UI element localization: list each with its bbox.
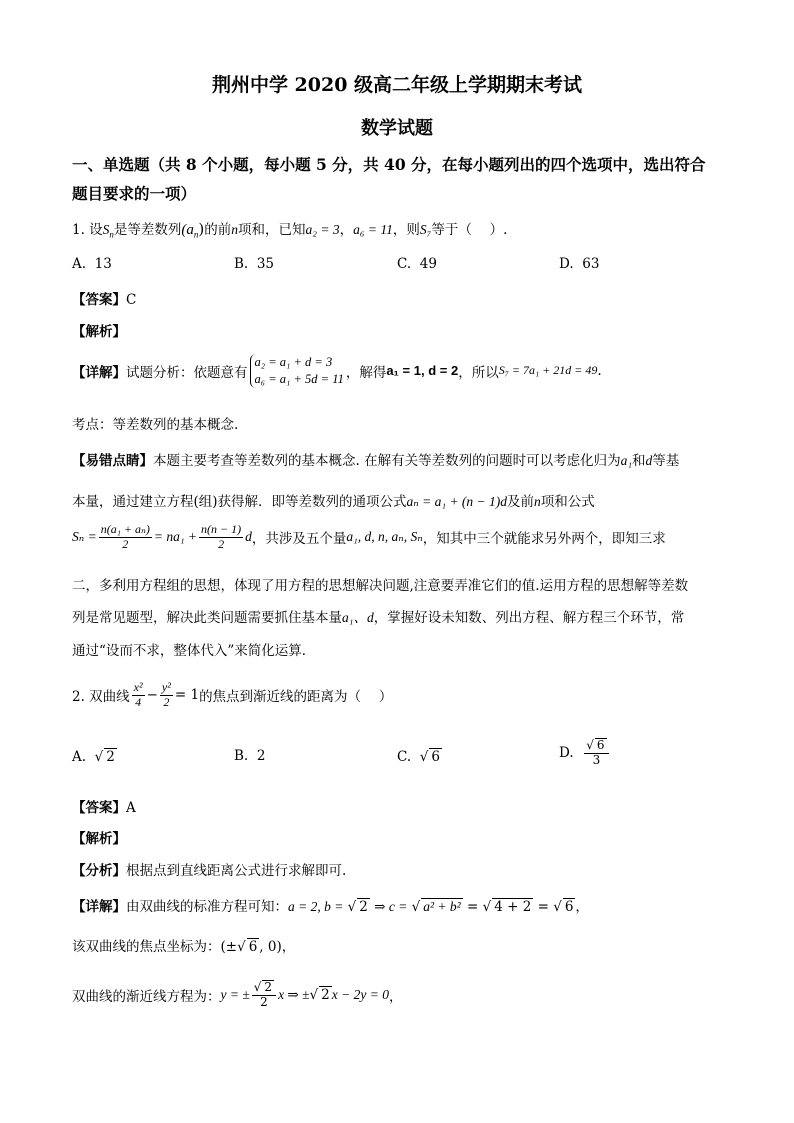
- q2-detail3-r: 2: [321, 987, 330, 1004]
- q1-error-l3-frac2-den: 2: [218, 536, 225, 551]
- q1-error-l2-n: n: [534, 494, 541, 509]
- q2-detail1-eq: =: [467, 899, 479, 915]
- q2-option-a: A. √ 2: [72, 749, 115, 765]
- q2-fenxi-text: 根据点到直线距离公式进行求解即可.: [126, 863, 347, 879]
- q2-fenxi: [72, 859, 346, 879]
- q2-analysis-tag: 【解析】: [72, 831, 126, 847]
- q1-option-a-text: 13: [94, 256, 112, 272]
- q2-detail3-end: ，: [388, 988, 403, 1005]
- q1-error-l5-pre: 列是常见题型，解决此类问题需要抓住基本量: [72, 610, 342, 626]
- q1-stem-mid2: 的前: [204, 222, 232, 238]
- q2-stem-end: 的焦点到渐近线的距离为（ ）: [199, 689, 393, 706]
- q1-detail-end: .: [597, 362, 602, 379]
- q2-eq-frac1-den: 4: [135, 694, 142, 709]
- q2-detail3-pre: 双曲线的渐近线方程为：: [72, 988, 221, 1005]
- q1-error-l5-end: ，掌握好设未知数、列出方程、解方程三个环节，常: [373, 610, 685, 626]
- q1-error-l3-sn: Sₙ =: [72, 529, 97, 545]
- q2-detail1-c: ⇒ c =: [374, 899, 408, 914]
- q1-error-l1-pre: 本题主要考查等差数列的基本概念. 在解有关等差数列的问题时可以考虑化归为: [153, 453, 621, 469]
- q1-error-l3-frac1-num: n(a₁ + aₙ): [100, 522, 150, 536]
- q2-detail1-end: ，: [575, 899, 589, 915]
- q2-detail-tag: 【详解】: [72, 899, 126, 915]
- q1-error-l2-pre: 本量，通过建立方程(组)获得解．即等差数列的通项公式: [72, 494, 407, 510]
- q1-option-c-text: 49: [419, 256, 437, 272]
- q1-option-b: [234, 256, 274, 272]
- q1-option-d-letter: D.: [559, 256, 574, 272]
- q2-detail1-b: 2: [359, 899, 368, 915]
- q1-error-l3-d: d: [245, 529, 252, 545]
- q2-detail2-pre: 该双曲线的焦点坐标为：: [72, 939, 221, 955]
- q1-cond2: a₆ = 11: [353, 222, 393, 237]
- q1-sn: S: [102, 222, 110, 237]
- q2-option-b: [234, 748, 265, 764]
- q1-error-l1-var2: d: [645, 453, 653, 468]
- q1-error-l3-end: ，知其中三个就能求另外两个，即知三求: [422, 531, 666, 548]
- q1-detail-mid2: ，所以: [458, 364, 499, 381]
- q2-option-c-letter: C.: [397, 749, 412, 765]
- q2-eq-frac1: [132, 681, 145, 710]
- q1-error-l3-mid: ，共涉及五个量: [251, 531, 347, 548]
- q1-error-line6: 通过“设而不求，整体代入”来简化运算．: [72, 643, 316, 659]
- q1-answer-value: C: [126, 292, 137, 308]
- q2-detail3-den: 2: [260, 994, 268, 1009]
- q1-error-line2: [72, 490, 595, 510]
- q1-seq-close: ): [198, 220, 205, 238]
- q1-stem-end: 等于（ ）.: [431, 222, 508, 238]
- q2-option-d: [559, 738, 611, 768]
- q1-error-tag: 【易错点睛】: [72, 453, 153, 469]
- q1-error-line3: [72, 523, 666, 552]
- q2-detail1-a: a = 2, b =: [288, 899, 344, 914]
- q1-error-l2-formula: aₙ = a₁ + (n − 1)d: [406, 494, 508, 509]
- q1-detail: [72, 354, 602, 388]
- q2-option-c-text: 6: [431, 749, 440, 765]
- q1-stem-mid1: 是等差数列: [113, 222, 182, 238]
- q1-sys-line1: a₂ = a₁ + d = 3: [254, 355, 333, 369]
- q1-error-l3-eq: = na₁ +: [153, 529, 198, 545]
- q2-eq-frac2: [160, 681, 173, 710]
- q1-option-c-letter: C.: [397, 256, 412, 272]
- q2-option-b-letter: B.: [234, 748, 249, 764]
- q1-detail-pre: 试题分析：依题意有: [126, 364, 248, 381]
- q1-detail-solution: a₁ = 1, d = 2: [386, 363, 459, 379]
- q2-detail3-rest: x − 2y = 0: [331, 986, 389, 1002]
- q2-detail1-eq2: =: [537, 899, 549, 915]
- q2-eq-frac1-num: x²: [133, 680, 143, 694]
- q1-error-l3-frac2: [199, 523, 243, 552]
- q1-error-l5-vars: a₁、d: [342, 610, 374, 625]
- q2-detail3-y: y = ±: [220, 986, 250, 1002]
- q1-seq-sub: n: [193, 229, 199, 240]
- q1-detail-tag: 【详解】: [72, 364, 126, 381]
- q2-detail2-close: , 0): [259, 939, 282, 955]
- q2-detail3-x: x ⇒ ±: [278, 986, 310, 1002]
- q2-detail-line1: 【详解】由双曲线的标准方程可知：a = 2, b = √ 2 ⇒ c = √ a² + b² = √ 4 + 2 = √ 6 ，: [72, 899, 589, 915]
- q1-stem-mid4: ，则: [392, 222, 420, 238]
- section-heading-line1: 一、单选题（共 8 个小题，每小题 5 分，共 40 分，在每小题列出的四个选项中，选出符合: [72, 155, 706, 174]
- q2-detail2-r: 6: [248, 939, 258, 955]
- q1-stem-mid3: 项和，已知: [238, 222, 306, 238]
- q2-option-a-letter: A.: [72, 749, 87, 765]
- q1-error-l1-end: 等基: [652, 453, 680, 469]
- q1-cond1: a₂ = 3: [305, 222, 340, 237]
- q1-error-line1: [72, 449, 679, 469]
- q2-detail3-frac: $\frac{√ 2}{2}$: [252, 980, 276, 1010]
- q1-error-l3-frac2-num: n(n − 1): [201, 522, 242, 536]
- q1-analysis-tag: 【解析】: [72, 324, 126, 340]
- q2-option-d-letter: D.: [559, 744, 574, 761]
- q1-answer-tag: 【答案】: [72, 292, 126, 308]
- q1-error-l3-frac1-den: 2: [122, 536, 129, 551]
- q1-error-l2-mid: 及前: [507, 494, 535, 510]
- q1-s7: S₇: [419, 222, 432, 237]
- q1-option-d-text: 63: [582, 256, 600, 272]
- q1-error-l1-var1: a₁: [620, 453, 633, 468]
- q2-detail1-r3: 6: [564, 899, 574, 915]
- q1-error-line4: 二，多利用方程组的思想，体现了用方程的思想解决问题,注意要弄准它们的值.运用方程的思想解等差数: [72, 578, 689, 594]
- q1-error-l2-end: 项和公式: [540, 494, 595, 510]
- q2-option-b-text: 2: [256, 748, 266, 764]
- q2-detail1-r2: 4 + 2: [494, 899, 532, 915]
- q2-eq-frac2-den: 2: [163, 694, 170, 709]
- q1-option-a: [72, 256, 112, 272]
- q1-stem-pre: 1. 设: [72, 222, 103, 238]
- q2-fenxi-tag: 【分析】: [72, 863, 126, 879]
- q1-option-c: [397, 256, 437, 272]
- q1-error-l3-frac1: [99, 523, 152, 552]
- q2-eq-rhs: = 1: [174, 687, 200, 704]
- q2-answer-value: A: [126, 800, 136, 816]
- q1-stem: [72, 218, 507, 240]
- q1-option-a-letter: A.: [72, 256, 87, 272]
- section-heading-line2: 题目要求的一项）: [72, 184, 197, 203]
- q2-detail2-end: ，: [281, 939, 296, 955]
- q2-option-c: C. √ 6: [397, 749, 440, 765]
- q2-detail2-open: (±: [220, 939, 238, 955]
- q2-detail1-pre: 由双曲线的标准方程可知：: [126, 899, 288, 915]
- q1-error-l3-vars: a₁, d, n, aₙ, Sₙ: [346, 529, 423, 545]
- q1-error-line5: [72, 606, 684, 626]
- q2-option-d-den: 3: [592, 752, 601, 767]
- q2-eq-minus: −: [146, 687, 158, 704]
- document-subtitle: 数学试题: [361, 118, 433, 139]
- q1-equation-system: [250, 354, 344, 388]
- q1-detail-mid: ，解得: [345, 364, 387, 381]
- q1-detail-s7: S₇ = 7a₁ + 21d = 49: [498, 363, 598, 378]
- q2-eq-frac2-num: y²: [161, 680, 171, 694]
- q1-sep: ，: [339, 222, 354, 238]
- q1-n: n: [231, 222, 239, 237]
- q2-detail-line2: 该双曲线的焦点坐标为：(±√ 6 , 0)，: [72, 939, 296, 955]
- q1-seq: (a: [181, 222, 194, 238]
- q2-detail-line3: 双曲线的渐近线方程为： y = ± $\frac{√ 2}{2}$ x ⇒ ± √ 2 x − 2y = 0 ，: [72, 980, 403, 1009]
- q1-kaodian: 考点：等差数列的基本概念.: [72, 417, 239, 433]
- q1-error-l1-and: 和: [632, 453, 646, 469]
- q1-sn-sub: n: [109, 229, 114, 240]
- q2-detail3-num: 2: [264, 980, 273, 994]
- q2-stem: [72, 681, 392, 710]
- document-title: 荆州中学 2020 级高二年级上学期期末考试: [211, 74, 583, 96]
- q2-option-a-text: 2: [106, 749, 115, 765]
- q2-stem-pre: 2. 双曲线: [72, 689, 130, 706]
- q2-answer: [72, 796, 136, 816]
- q1-option-d: [559, 256, 599, 272]
- q2-detail1-r1: a² + b²: [423, 899, 461, 914]
- q1-sys-line2: a₆ = a₁ + 5d = 11: [254, 371, 344, 386]
- q1-option-b-text: 35: [256, 256, 274, 272]
- q2-answer-tag: 【答案】: [72, 800, 126, 816]
- q1-answer: [72, 288, 136, 308]
- q1-option-b-letter: B.: [234, 256, 249, 272]
- q2-option-d-num: 6: [596, 738, 605, 752]
- q2-option-d-frac: $\frac{√ 6}{3}$: [584, 738, 608, 768]
